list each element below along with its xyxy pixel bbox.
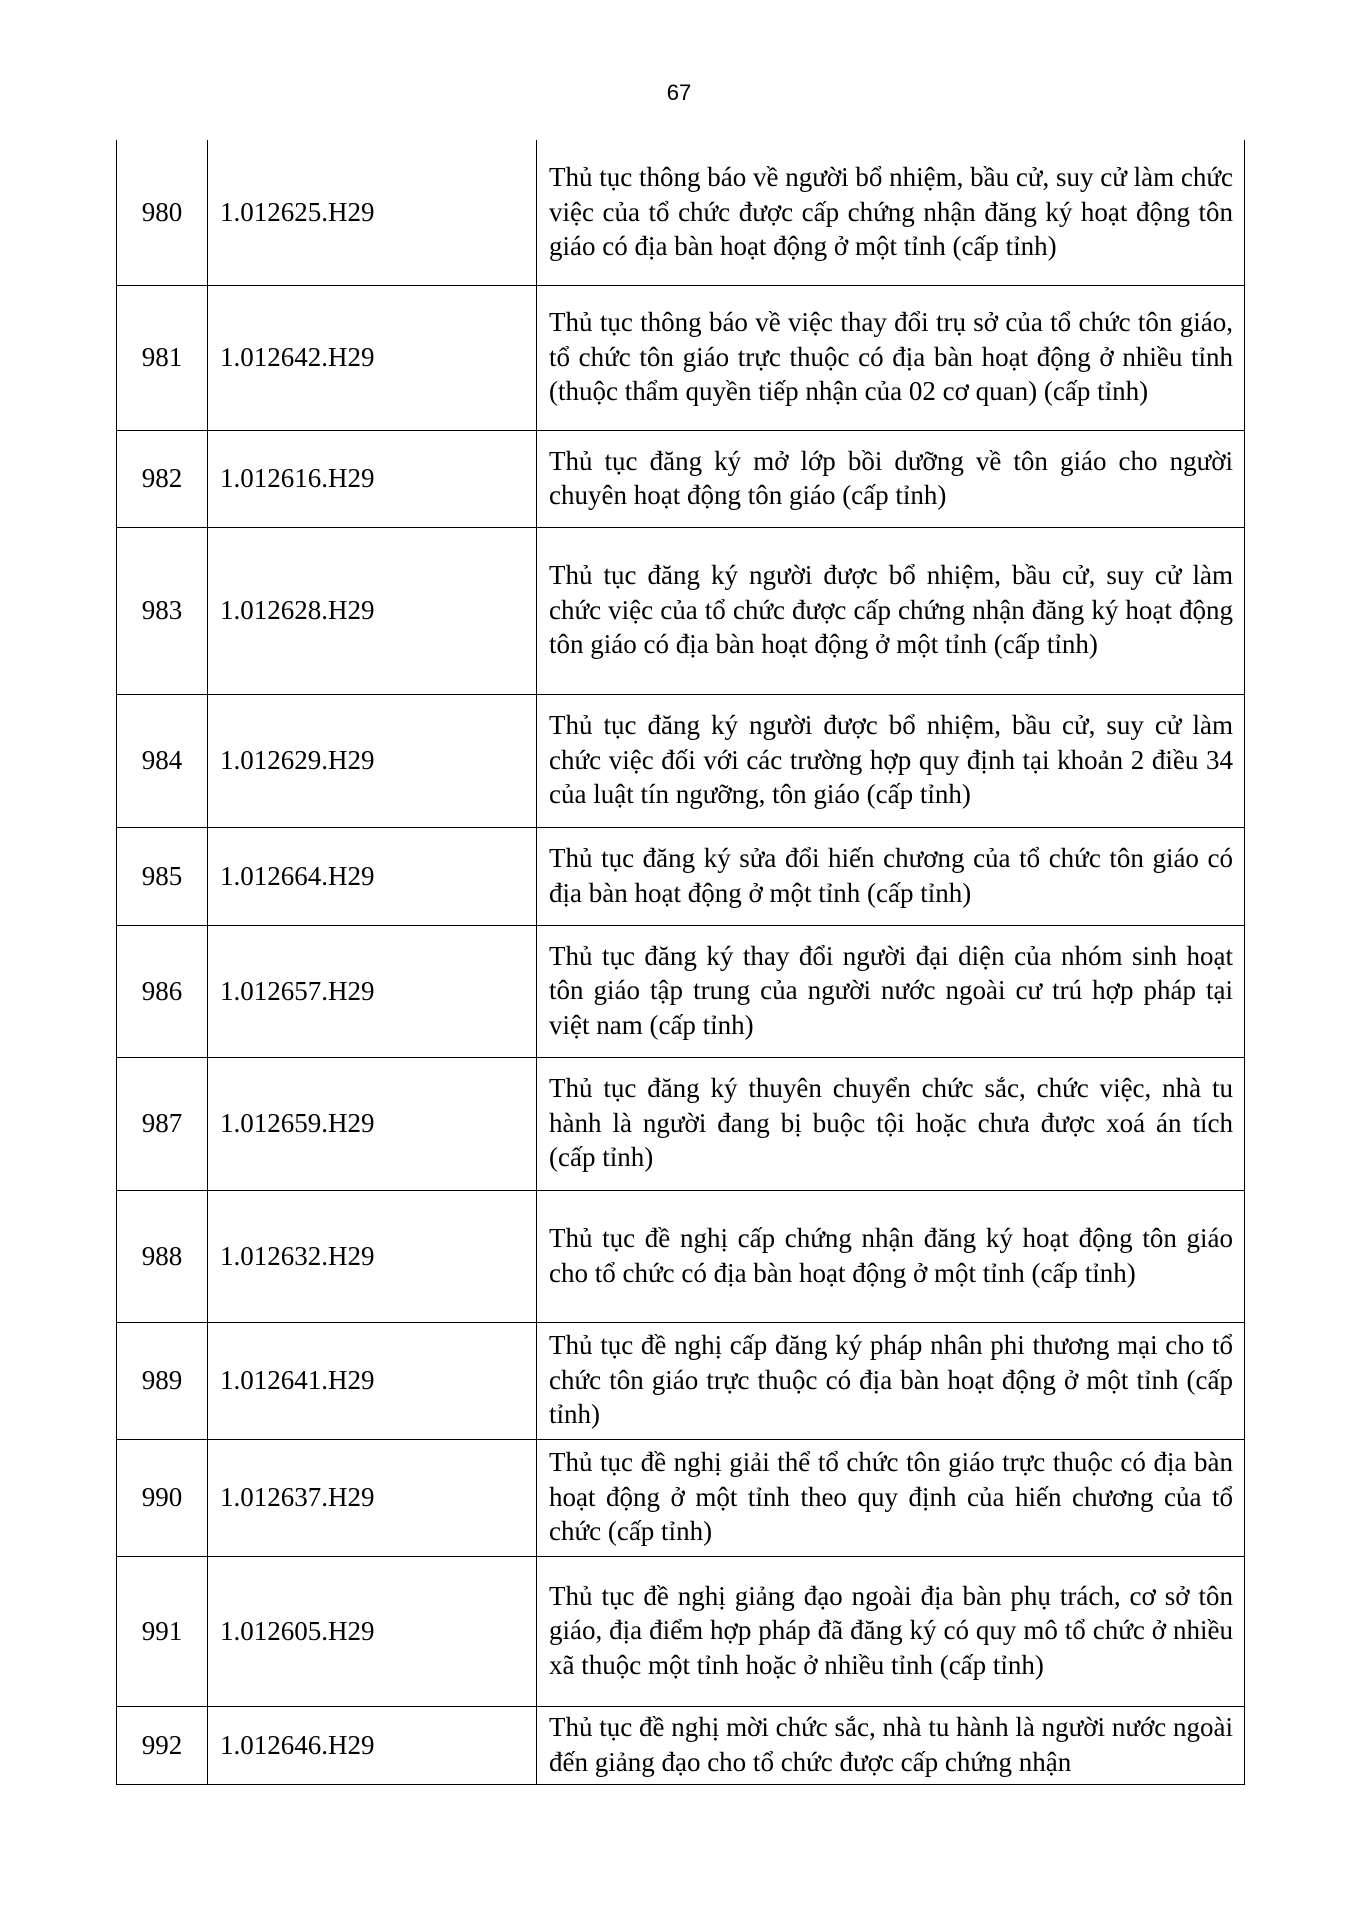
procedure-code: 1.012629.H29 bbox=[208, 694, 537, 827]
table-row bbox=[117, 925, 1245, 1057]
procedure-code: 1.012641.H29 bbox=[208, 1322, 537, 1439]
row-number: 980 bbox=[117, 140, 208, 285]
procedure-name: Thủ tục đăng ký mở lớp bồi dưỡng về tôn giáo cho người chuyên hoạt động tôn giáo (cấp tỉnh) bbox=[537, 430, 1245, 527]
row-number: 984 bbox=[117, 694, 208, 827]
procedure-name: Thủ tục đăng ký người được bổ nhiệm, bầu cử, suy cử làm chức việc đối với các trường hợp quy định tại khoản 2 điều 34 của luật tín ngưỡng, tôn giáo (cấp tỉnh) bbox=[537, 694, 1245, 827]
row-number: 990 bbox=[117, 1439, 208, 1556]
procedure-code: 1.012646.H29 bbox=[208, 1706, 537, 1784]
table-row bbox=[117, 430, 1245, 527]
row-number: 989 bbox=[117, 1322, 208, 1439]
procedure-name: Thủ tục thông báo về việc thay đổi trụ sở của tổ chức tôn giáo, tổ chức tôn giáo trực thuộc có địa bàn hoạt động ở nhiều tỉnh (thuộc thẩm quyền tiếp nhận của 02 cơ quan) (cấp tỉnh) bbox=[537, 285, 1245, 430]
procedure-name: Thủ tục đề nghị cấp chứng nhận đăng ký hoạt động tôn giáo cho tổ chức có địa bàn hoạt động ở một tỉnh (cấp tỉnh) bbox=[537, 1190, 1245, 1322]
table-row bbox=[117, 1190, 1245, 1322]
procedure-code: 1.012616.H29 bbox=[208, 430, 537, 527]
table-row bbox=[117, 694, 1245, 827]
procedure-name: Thủ tục đề nghị giải thể tổ chức tôn giáo trực thuộc có địa bàn hoạt động ở một tỉnh theo quy định của hiến chương của tổ chức (cấp tỉnh) bbox=[537, 1439, 1245, 1556]
table-row bbox=[117, 527, 1245, 694]
table-row bbox=[117, 285, 1245, 430]
procedure-code: 1.012642.H29 bbox=[208, 285, 537, 430]
table-row bbox=[117, 1556, 1245, 1706]
procedure-code: 1.012625.H29 bbox=[208, 140, 537, 285]
table-row bbox=[117, 140, 1245, 285]
procedure-code: 1.012637.H29 bbox=[208, 1439, 537, 1556]
row-number: 991 bbox=[117, 1556, 208, 1706]
table-row bbox=[117, 1439, 1245, 1556]
procedure-code: 1.012605.H29 bbox=[208, 1556, 537, 1706]
procedure-name: Thủ tục đề nghị giảng đạo ngoài địa bàn phụ trách, cơ sở tôn giáo, địa điểm hợp pháp đã đăng ký có quy mô tổ chức ở nhiều xã thuộc một tỉnh hoặc ở nhiều tỉnh (cấp tỉnh) bbox=[537, 1556, 1245, 1706]
row-number: 982 bbox=[117, 430, 208, 527]
procedure-name: Thủ tục đề nghị mời chức sắc, nhà tu hành là người nước ngoài đến giảng đạo cho tổ chức được cấp chứng nhận bbox=[537, 1706, 1245, 1784]
table-row bbox=[117, 1706, 1245, 1784]
table-row bbox=[117, 1057, 1245, 1190]
row-number: 986 bbox=[117, 925, 208, 1057]
procedure-name: Thủ tục đăng ký thuyên chuyển chức sắc, chức việc, nhà tu hành là người đang bị buộc tội hoặc chưa được xoá án tích (cấp tỉnh) bbox=[537, 1057, 1245, 1190]
procedure-code: 1.012632.H29 bbox=[208, 1190, 537, 1322]
procedure-name: Thủ tục đăng ký người được bổ nhiệm, bầu cử, suy cử làm chức việc của tổ chức được cấp chứng nhận đăng ký hoạt động tôn giáo có địa bàn hoạt động ở một tỉnh (cấp tỉnh) bbox=[537, 527, 1245, 694]
row-number: 988 bbox=[117, 1190, 208, 1322]
row-number: 983 bbox=[117, 527, 208, 694]
row-number: 987 bbox=[117, 1057, 208, 1190]
table-row bbox=[117, 827, 1245, 925]
table-row bbox=[117, 1322, 1245, 1439]
procedure-name: Thủ tục đăng ký thay đổi người đại diện của nhóm sinh hoạt tôn giáo tập trung của người nước ngoài cư trú hợp pháp tại việt nam (cấp tỉnh) bbox=[537, 925, 1245, 1057]
procedure-name: Thủ tục thông báo về người bổ nhiệm, bầu cử, suy cử làm chức việc của tổ chức được cấp chứng nhận đăng ký hoạt động tôn giáo có địa bàn hoạt động ở một tỉnh (cấp tỉnh) bbox=[537, 140, 1245, 285]
row-number: 985 bbox=[117, 827, 208, 925]
procedure-code: 1.012659.H29 bbox=[208, 1057, 537, 1190]
procedure-code: 1.012628.H29 bbox=[208, 527, 537, 694]
procedure-table bbox=[116, 140, 1245, 1785]
page-number: 67 bbox=[666, 80, 692, 105]
procedure-name: Thủ tục đề nghị cấp đăng ký pháp nhân phi thương mại cho tổ chức tôn giáo trực thuộc có địa bàn hoạt động ở một tỉnh (cấp tỉnh) bbox=[537, 1322, 1245, 1439]
procedure-code: 1.012657.H29 bbox=[208, 925, 537, 1057]
procedure-code: 1.012664.H29 bbox=[208, 827, 537, 925]
row-number: 981 bbox=[117, 285, 208, 430]
procedure-table-body bbox=[117, 140, 1245, 1784]
procedure-name: Thủ tục đăng ký sửa đổi hiến chương của tổ chức tôn giáo có địa bàn hoạt động ở một tỉnh (cấp tỉnh) bbox=[537, 827, 1245, 925]
row-number: 992 bbox=[117, 1706, 208, 1784]
